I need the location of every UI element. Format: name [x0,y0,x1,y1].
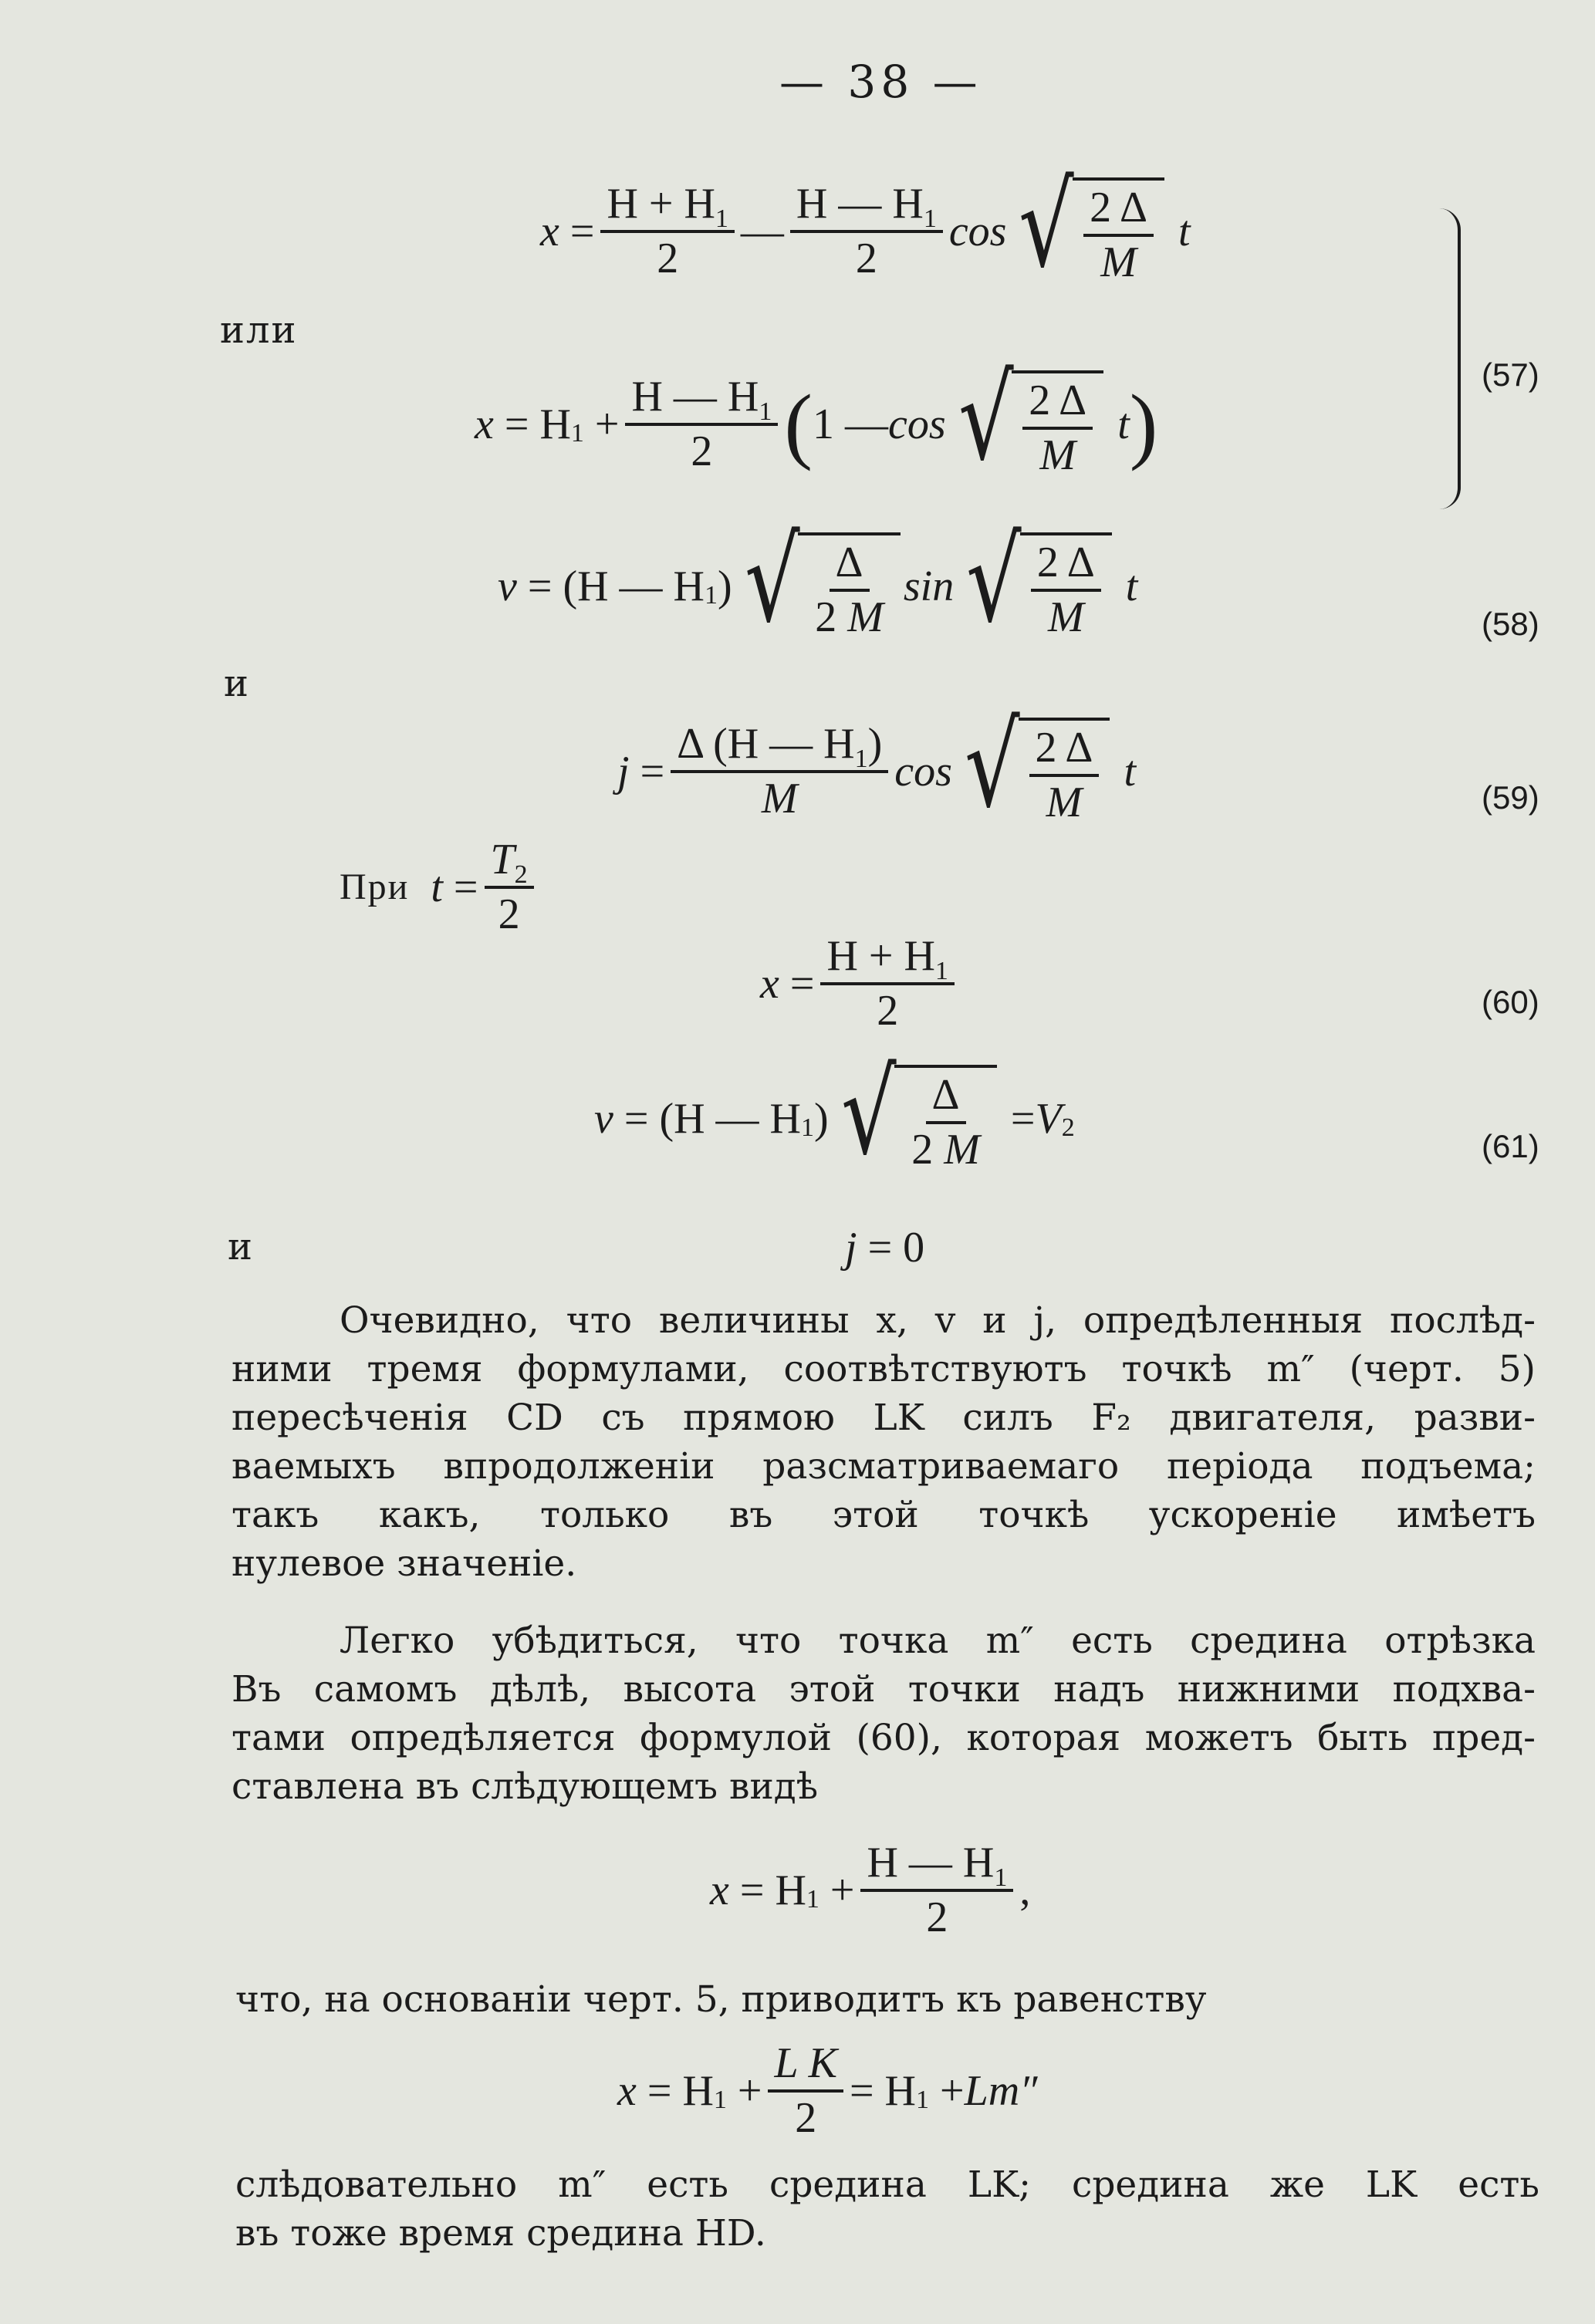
paragraph-1 [231,1296,1536,1588]
condition-t: При t = $\frac{T_2}{2}$ [340,837,540,937]
equation-number-60: (60) [1482,984,1539,1020]
line-after-equation: что, на основаніи черт. 5, приводитъ къ равенству [235,1978,1207,2021]
paragraph-2-line-1: Легко убѣдиться, что точка m″ есть средина отрѣзка [340,1620,1536,1662]
word-pri: При [340,866,410,908]
word-ili: или [220,309,298,352]
paragraph-after-eq [235,1975,1393,2024]
equation-60: x = $\frac{H + H_1}{2}$ [760,934,961,1034]
word-i-1: и [224,662,250,705]
paragraph-1-line-1: Очевидно, что величины x, v и j, опредѣленныя послѣд- [340,1299,1536,1342]
paragraph-1-line-3: пересѣченія CD съ прямою LK силъ F₂ двигателя, разви- [231,1397,1536,1439]
paragraph-1-line-4: ваемыхъ впродолженіи разсматриваемаго періода подъема; [231,1445,1536,1488]
paragraph-2 [231,1616,1536,1811]
equation-number-59: (59) [1482,779,1539,816]
paragraph-3-line-1: слѣдовательно m″ есть средина LK; средина же LK есть [235,2164,1539,2206]
equation-number-57: (57) [1482,356,1539,393]
equation-58: v = (H — H 1 ) √ $\frac{\Delta}{2 M}$ sin √ $\frac{2 \Delta}{M}$ t [498,514,1138,648]
paragraph-3-line-2: въ тоже время средина HD. [235,2212,766,2255]
paragraph-1-line-5: такъ какъ, только въ этой точкѣ ускореніе имѣетъ [231,1494,1536,1536]
equation-x-midpoint: x = H 1 + $\frac{H — H_1}{2}$ , [710,1839,1031,1941]
paragraph-1-line-2: ними тремя формулами, соотвѣтствуютъ точкѣ m″ (черт. 5) [231,1348,1536,1390]
equation-brace-57 [1439,208,1461,509]
equation-61: v = (H — H 1 ) √ $\frac{\Delta}{2 M}$ = V 2 [594,1046,1075,1181]
word-i-2: и [228,1225,254,1268]
equation-59: j = $\frac{\Delta (H — H_1)}{M}$ cos √ $\frac{2 \Delta}{M}$ t [617,699,1136,833]
equation-x-lk: x = H 1 + $\frac{\text{L K}}{2}$ = H 1 + Lm″ [617,2039,1038,2142]
equation-number-58: (58) [1482,606,1539,642]
equation-57b: x = H 1 + $\frac{H — H_1}{2}$ ( 1 — cos √ $\frac{2 \Delta}{M}$ t ) [475,352,1158,486]
paragraph-2-line-2: Въ самомъ дѣлѣ, высота этой точки надъ нижними подхва- [231,1668,1536,1711]
paragraph-2-line-3: тами опредѣляется формулой (60), которая можетъ быть пред- [231,1717,1536,1759]
equation-57a: x = $\frac{H + H_1}{2}$ — $\frac{H — H_1}{2}$ cos √ $\frac{2 \Delta}{M}$ t [540,159,1191,293]
paragraph-1-line-6: нулевое значеніе. [231,1542,577,1585]
paragraph-3 [235,2160,1539,2258]
equation-number-61: (61) [1482,1128,1539,1164]
paragraph-2-line-4: ставлена въ слѣдующемъ видѣ [231,1765,819,1808]
page-number: — 38 — [779,56,982,108]
equation-j-zero: j = 0 [845,1224,925,1272]
